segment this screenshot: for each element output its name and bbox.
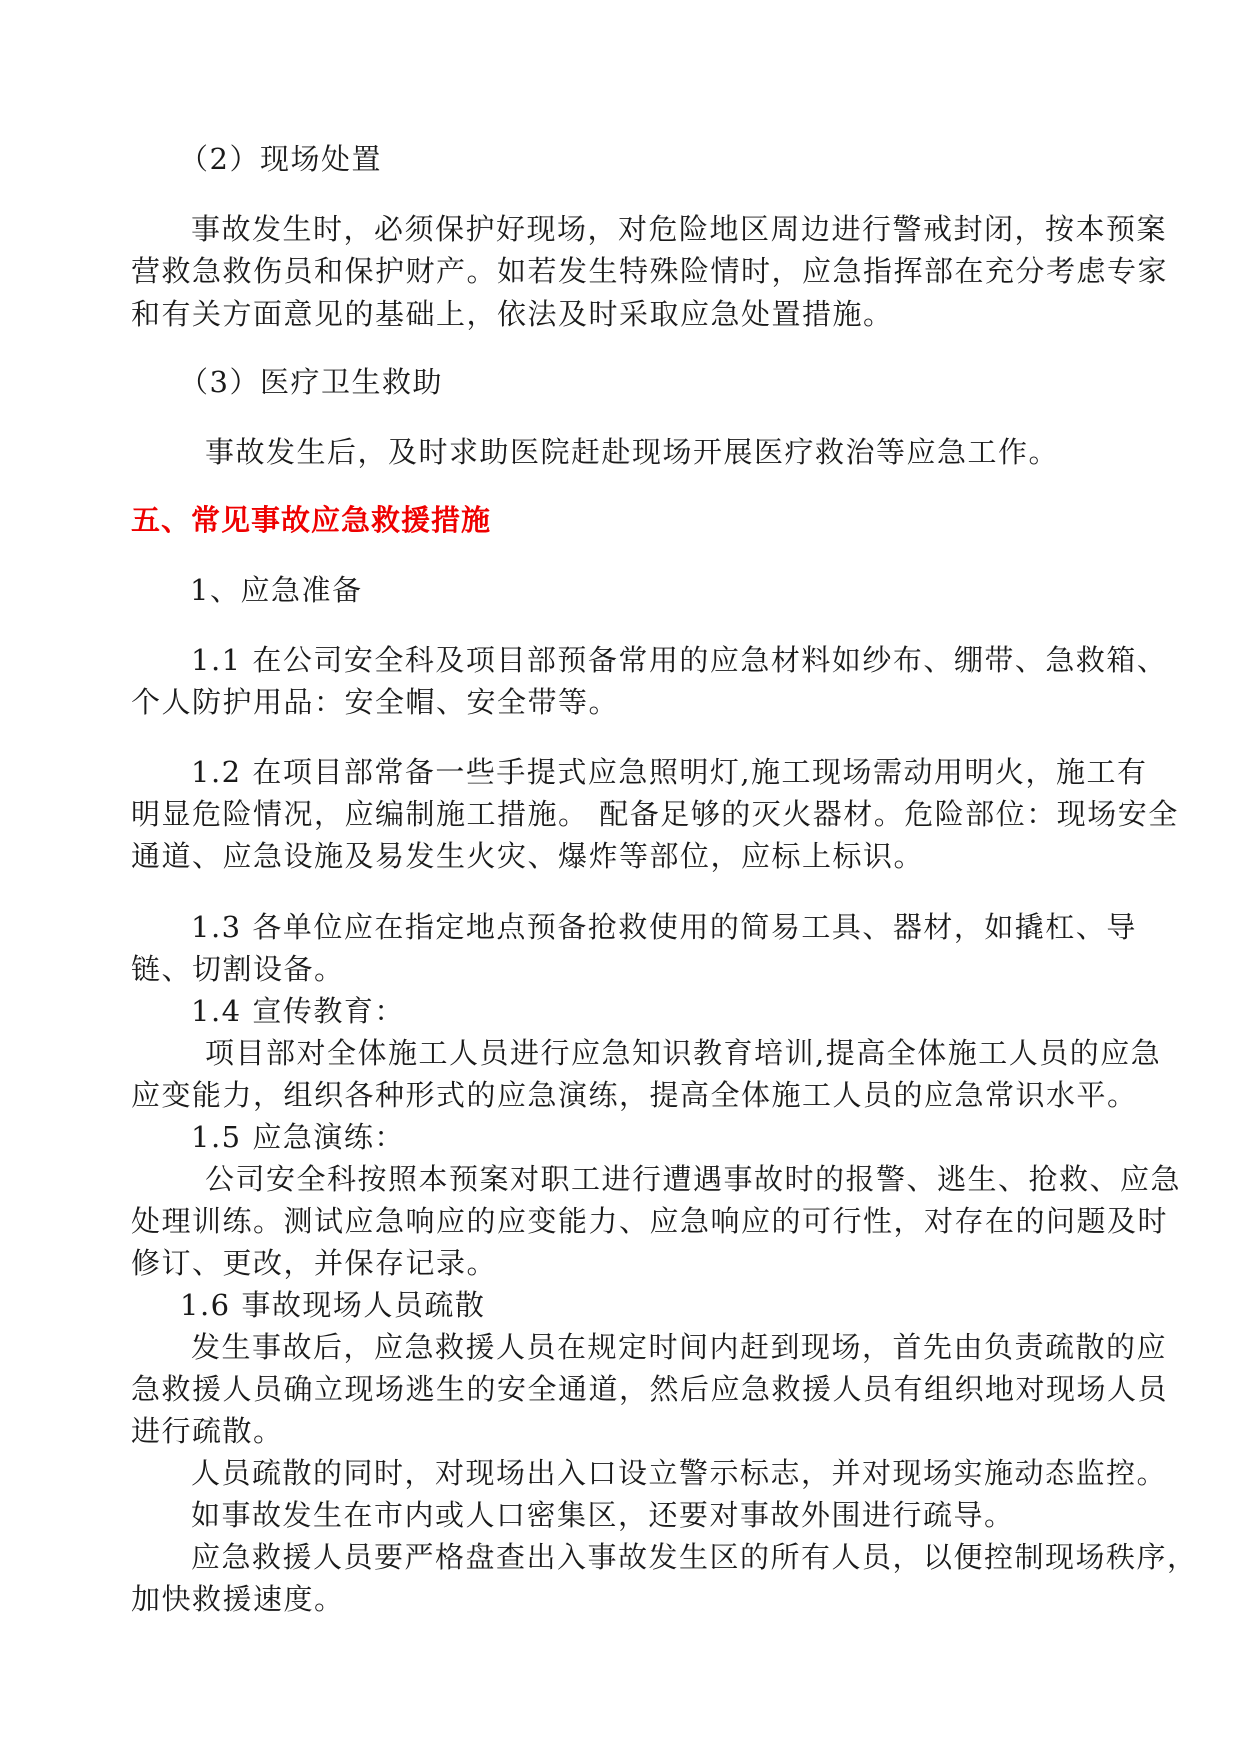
paragraph-line: 1.5 应急演练： <box>191 1120 405 1154</box>
paragraph-line: 营救急救伤员和保护财产。如若发生特殊险情时，应急指挥部在充分考虑专家 <box>131 254 1169 288</box>
paragraph-line: 明显危险情况，应编制施工措施。 配备足够的灭火器材。危险部位：现场安全 <box>131 797 1179 831</box>
section-heading: 五、常见事故应急救援措施 <box>131 503 492 537</box>
paragraph-line: 如事故发生在市内或人口密集区，还要对事故外围进行疏导。 <box>191 1498 1015 1532</box>
subsection-title: （3）医疗卫生救助 <box>179 365 443 399</box>
subsection-title: 1、应急准备 <box>190 573 363 607</box>
paragraph-line: 应急救援人员要严格盘查出入事故发生区的所有人员，以便控制现场秩序， <box>191 1540 1198 1574</box>
paragraph-line: 1.2 在项目部常备一些手提式应急照明灯,施工现场需动用明火，施工有 <box>191 755 1148 789</box>
paragraph-line: 1.3 各单位应在指定地点预备抢救使用的简易工具、器材，如撬杠、导 <box>191 910 1137 944</box>
paragraph-line: 处理训练。测试应急响应的应变能力、应急响应的可行性，对存在的问题及时 <box>131 1204 1169 1238</box>
paragraph-line: 1.1 在公司安全科及项目部预备常用的应急材料如纱布、绷带、急救箱、 <box>191 643 1168 677</box>
paragraph-line: 加快救援速度。 <box>131 1582 345 1616</box>
paragraph-line: 应变能力，组织各种形式的应急演练，提高全体施工人员的应急常识水平。 <box>131 1078 1138 1112</box>
paragraph-line: 个人防护用品：安全帽、安全带等。 <box>131 685 620 719</box>
paragraph-line: 通道、应急设施及易发生火灾、爆炸等部位，应标上标识。 <box>131 839 925 873</box>
paragraph-line: 链、切割设备。 <box>131 952 345 986</box>
paragraph-line: 进行疏散。 <box>131 1414 284 1448</box>
paragraph-line: 事故发生时，必须保护好现场，对危险地区周边进行警戒封闭，按本预案 <box>191 212 1168 246</box>
paragraph-line: 和有关方面意见的基础上，依法及时采取应急处置措施。 <box>131 297 894 331</box>
paragraph-line: 发生事故后，应急救援人员在规定时间内赶到现场，首先由负责疏散的应 <box>191 1330 1168 1364</box>
paragraph-line: 公司安全科按照本预案对职工进行遭遇事故时的报警、逃生、抢救、应急 <box>205 1162 1182 1196</box>
subsection-title: （2）现场处置 <box>179 142 382 176</box>
paragraph-line: 人员疏散的同时，对现场出入口设立警示标志，并对现场实施动态监控。 <box>191 1456 1168 1490</box>
paragraph-line: 1.4 宣传教育： <box>191 994 405 1028</box>
paragraph-line: 事故发生后，及时求助医院赶赴现场开展医疗救治等应急工作。 <box>205 435 1060 469</box>
paragraph-line: 项目部对全体施工人员进行应急知识教育培训,提高全体施工人员的应急 <box>205 1036 1162 1070</box>
paragraph-line: 急救援人员确立现场逃生的安全通道，然后应急救援人员有组织地对现场人员 <box>131 1372 1169 1406</box>
paragraph-line: 修订、更改，并保存记录。 <box>131 1246 498 1280</box>
subsection-title: 1.6 事故现场人员疏散 <box>180 1288 486 1322</box>
